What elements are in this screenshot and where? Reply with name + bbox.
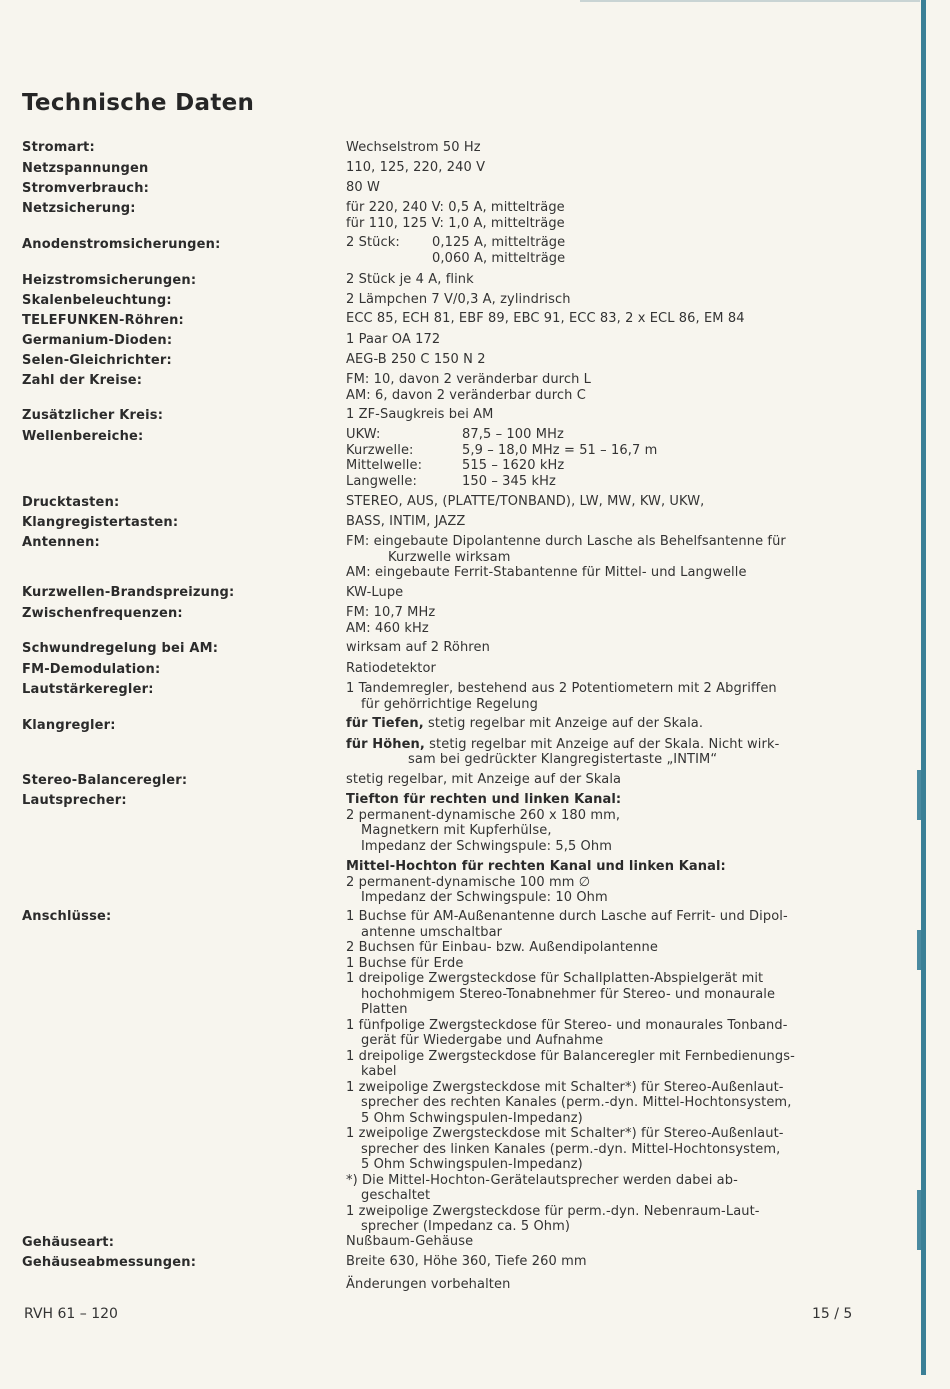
text-line: sprecher des linken Kanales (perm.-dyn. Mittel-Hochtonsystem, [361, 1141, 781, 1157]
hochton-heading [346, 859, 854, 875]
edge-mark [917, 1190, 921, 1250]
value-fm-demod: Ratiodetektor [346, 661, 436, 676]
label-gehaeusemasse: Gehäuseabmessungen: [22, 1255, 197, 1270]
label-stromart: Stromart: [22, 140, 95, 155]
page-edge-bar [921, 0, 926, 1375]
value-roehren: ECC 85, ECH 81, EBF 89, EBC 91, ECC 83, 2 x ECL 86, EM 84 [346, 311, 745, 326]
text-line: AM: 460 kHz [346, 620, 429, 636]
value-netzspannungen: 110, 125, 220, 240 V [346, 160, 486, 175]
table-row [346, 443, 657, 459]
table-row [346, 474, 657, 490]
label-netzspannungen: Netzspannungen [22, 161, 149, 176]
hoehen-text: stetig regelbar mit Anzeige auf der Skala. Nicht wirk- [424, 736, 780, 752]
text-line: Impedanz der Schwingspule: 5,5 Ohm [361, 838, 612, 854]
text-line: sam bei gedrückter Klangregistertaste „INTIM“ [408, 752, 718, 767]
band-name: Mittelwelle: [346, 458, 423, 473]
label-selen: Selen-Gleichrichter: [22, 353, 172, 368]
value-zusatz: 1 ZF-Saugkreis bei AM [346, 407, 494, 422]
tiefton-heading [346, 792, 854, 808]
label-zf: Zwischenfrequenzen: [22, 606, 183, 621]
text-line: kabel [361, 1064, 397, 1079]
page-title: Technische Daten [22, 90, 255, 116]
value-stromverbrauch: 80 W [346, 180, 380, 195]
text-line: 5 Ohm Schwingspulen-Impedanz) [361, 1110, 583, 1126]
label-zusatz: Zusätzlicher Kreis: [22, 408, 164, 423]
value-kreise [346, 372, 854, 403]
value-stromart: Wechselstrom 50 Hz [346, 140, 481, 155]
footnote-line: *) Die Mittel-Hochton-Gerätelautsprecher werden dabei ab- [346, 1172, 738, 1188]
label-netzsicherung: Netzsicherung: [22, 201, 136, 216]
label-dioden: Germanium-Dioden: [22, 333, 173, 348]
text-line: Platten [361, 1002, 408, 1017]
label-heizstrom: Heizstromsicherungen: [22, 273, 197, 288]
value-kw-spreizung: KW-Lupe [346, 585, 404, 600]
label-schwund: Schwundregelung bei AM: [22, 641, 219, 656]
value-zf [346, 605, 854, 636]
text-line: 1 fünfpolige Zwergsteckdose für Stereo- und monaurales Tonband- [346, 1017, 788, 1033]
label-stromverbrauch: Stromverbrauch: [22, 181, 150, 196]
label-balance: Stereo-Balanceregler: [22, 773, 188, 788]
band-range: 150 – 345 kHz [462, 473, 556, 489]
text-line: 1 dreipolige Zwergsteckdose für Balanceregler mit Fernbedienungs- [346, 1048, 795, 1064]
label-gehaeuseart: Gehäuseart: [22, 1235, 115, 1250]
table-row [346, 458, 657, 474]
text-line: 2 permanent-dynamische 100 mm ∅ [346, 874, 591, 890]
text-line: für 220, 240 V: 0,5 A, mittelträge [346, 200, 565, 215]
band-name: UKW: [346, 427, 381, 442]
klangregler-tiefen [346, 716, 854, 732]
hoehen-label: für Höhen, [346, 736, 425, 752]
text-line: 1 zweipolige Zwergsteckdose mit Schalter*) für Stereo-Außenlaut- [346, 1126, 784, 1141]
text-line: für 110, 125 V: 1,0 A, mittelträge [346, 215, 565, 231]
label-wellen: Wellenbereiche: [22, 429, 144, 444]
text-line: sprecher (Impedanz ca. 5 Ohm) [361, 1219, 571, 1234]
aenderungen-note: Änderungen vorbehalten [346, 1277, 511, 1292]
label-kreise: Zahl der Kreise: [22, 373, 143, 388]
text-line: geschaltet [361, 1188, 431, 1203]
hochton-heading-text: Mittel-Hochton für rechten Kanal und linken Kanal: [346, 859, 726, 874]
anodenstrom-table [346, 235, 565, 266]
text-line: 1 Buchse für Erde [346, 955, 464, 971]
tiefen-label: für Tiefen, [346, 716, 424, 731]
text-line: FM: 10,7 MHz [346, 605, 436, 620]
anodenstrom-prefix: 2 Stück: [346, 235, 400, 250]
text-line: Impedanz der Schwingspule: 10 Ohm [361, 890, 608, 905]
label-antennen: Antennen: [22, 535, 100, 550]
label-skalen: Skalenbeleuchtung: [22, 293, 172, 308]
wellenbereiche-table [346, 427, 657, 489]
label-lautsprecher: Lautsprecher: [22, 793, 127, 808]
value-klangregler [346, 716, 854, 768]
label-klangreg-tasten: Klangregistertasten: [22, 515, 179, 530]
label-drucktasten: Drucktasten: [22, 495, 120, 510]
value-gehaeusemasse: Breite 630, Höhe 360, Tiefe 260 mm [346, 1254, 587, 1269]
value-klangreg-tasten: BASS, INTIM, JAZZ [346, 514, 466, 529]
text-line: FM: 10, davon 2 veränderbar durch L [346, 372, 591, 387]
text-line: 2 permanent-dynamische 260 x 180 mm, [346, 807, 621, 823]
footer-page-number: 15 / 5 [812, 1306, 853, 1322]
text-line: Magnetkern mit Kupferhülse, [361, 823, 552, 838]
text-line: gerät für Wiedergabe und Aufnahme [361, 1033, 604, 1048]
value-heizstrom: 2 Stück je 4 A, flink [346, 272, 474, 287]
text-line: AM: eingebaute Ferrit-Stabantenne für Mittel- und Langwelle [346, 565, 747, 580]
band-name: Kurzwelle: [346, 442, 414, 458]
text-line: Kurzwelle wirksam [388, 549, 511, 565]
value-skalen: 2 Lämpchen 7 V/0,3 A, zylindrisch [346, 292, 571, 307]
text-line: sprecher des rechten Kanales (perm.-dyn. Mittel-Hochtonsystem, [361, 1095, 792, 1110]
label-anodenstrom: Anodenstromsicherungen: [22, 237, 221, 252]
text-line: 0,060 A, mittelträge [432, 250, 566, 266]
edge-mark [917, 770, 921, 820]
text-line: FM: eingebaute Dipolantenne durch Lasche als Behelfsantenne für [346, 534, 786, 549]
text-line: AM: 6, davon 2 veränderbar durch C [346, 387, 586, 403]
band-range: 515 – 1620 kHz [462, 458, 565, 473]
top-rule [580, 0, 920, 2]
value-antennen [346, 534, 854, 581]
label-klangregler: Klangregler: [22, 718, 116, 733]
band-range: 87,5 – 100 MHz [462, 427, 564, 442]
value-balance: stetig regelbar, mit Anzeige auf der Skala [346, 772, 622, 787]
text-line: für gehörrichtige Regelung [361, 696, 538, 712]
value-wellen [346, 427, 854, 489]
value-gehaeuseart: Nußbaum-Gehäuse [346, 1234, 474, 1249]
band-name: Langwelle: [346, 473, 417, 489]
value-dioden: 1 Paar OA 172 [346, 332, 441, 347]
text-line: 1 Tandemregler, bestehend aus 2 Potentiometern mit 2 Abgriffen [346, 681, 777, 696]
text-line: antenne umschaltbar [361, 924, 503, 940]
footer-model: RVH 61 – 120 [24, 1306, 118, 1322]
value-anschluesse [346, 909, 854, 1235]
table-row [346, 427, 657, 443]
text-line: 1 zweipolige Zwergsteckdose für perm.-dyn. Nebenraum-Laut- [346, 1203, 760, 1219]
value-lautsprecher [346, 792, 854, 906]
value-netzsicherung [346, 200, 854, 231]
text-line: 0,125 A, mittelträge [432, 235, 566, 250]
text-line: 1 zweipolige Zwergsteckdose mit Schalter*) für Stereo-Außenlaut- [346, 1079, 784, 1095]
value-anodenstrom [346, 235, 854, 266]
label-kw-spreizung: Kurzwellen-Brandspreizung: [22, 585, 235, 600]
tiefton-heading-text: Tiefton für rechten und linken Kanal: [346, 792, 622, 807]
text-line: 2 Buchsen für Einbau- bzw. Außendipolantenne [346, 940, 658, 955]
label-roehren: TELEFUNKEN-Röhren: [22, 313, 184, 328]
value-selen: AEG-B 250 C 150 N 2 [346, 352, 486, 367]
text-line: 1 dreipolige Zwergsteckdose für Schallplatten-Abspielgerät mit [346, 971, 764, 986]
label-anschluesse: Anschlüsse: [22, 909, 112, 924]
text-line: 1 Buchse für AM-Außenantenne durch Lasche auf Ferrit- und Dipol- [346, 909, 788, 924]
label-lautstaerke: Lautstärkeregler: [22, 682, 154, 697]
tiefen-text: stetig regelbar mit Anzeige auf der Skala. [423, 716, 704, 731]
klangregler-hoehen [346, 737, 854, 753]
label-fm-demod: FM-Demodulation: [22, 662, 161, 677]
text-line: hochohmigem Stereo-Tonabnehmer für Stereo- und monaurale [361, 986, 776, 1002]
value-schwund: wirksam auf 2 Röhren [346, 640, 490, 655]
edge-mark [917, 930, 921, 970]
text-line: 5 Ohm Schwingspulen-Impedanz) [361, 1157, 583, 1172]
band-range: 5,9 – 18,0 MHz = 51 – 16,7 m [462, 442, 658, 458]
value-lautstaerke [346, 681, 854, 712]
value-drucktasten: STEREO, AUS, (PLATTE/TONBAND), LW, MW, KW, UKW, [346, 494, 705, 509]
